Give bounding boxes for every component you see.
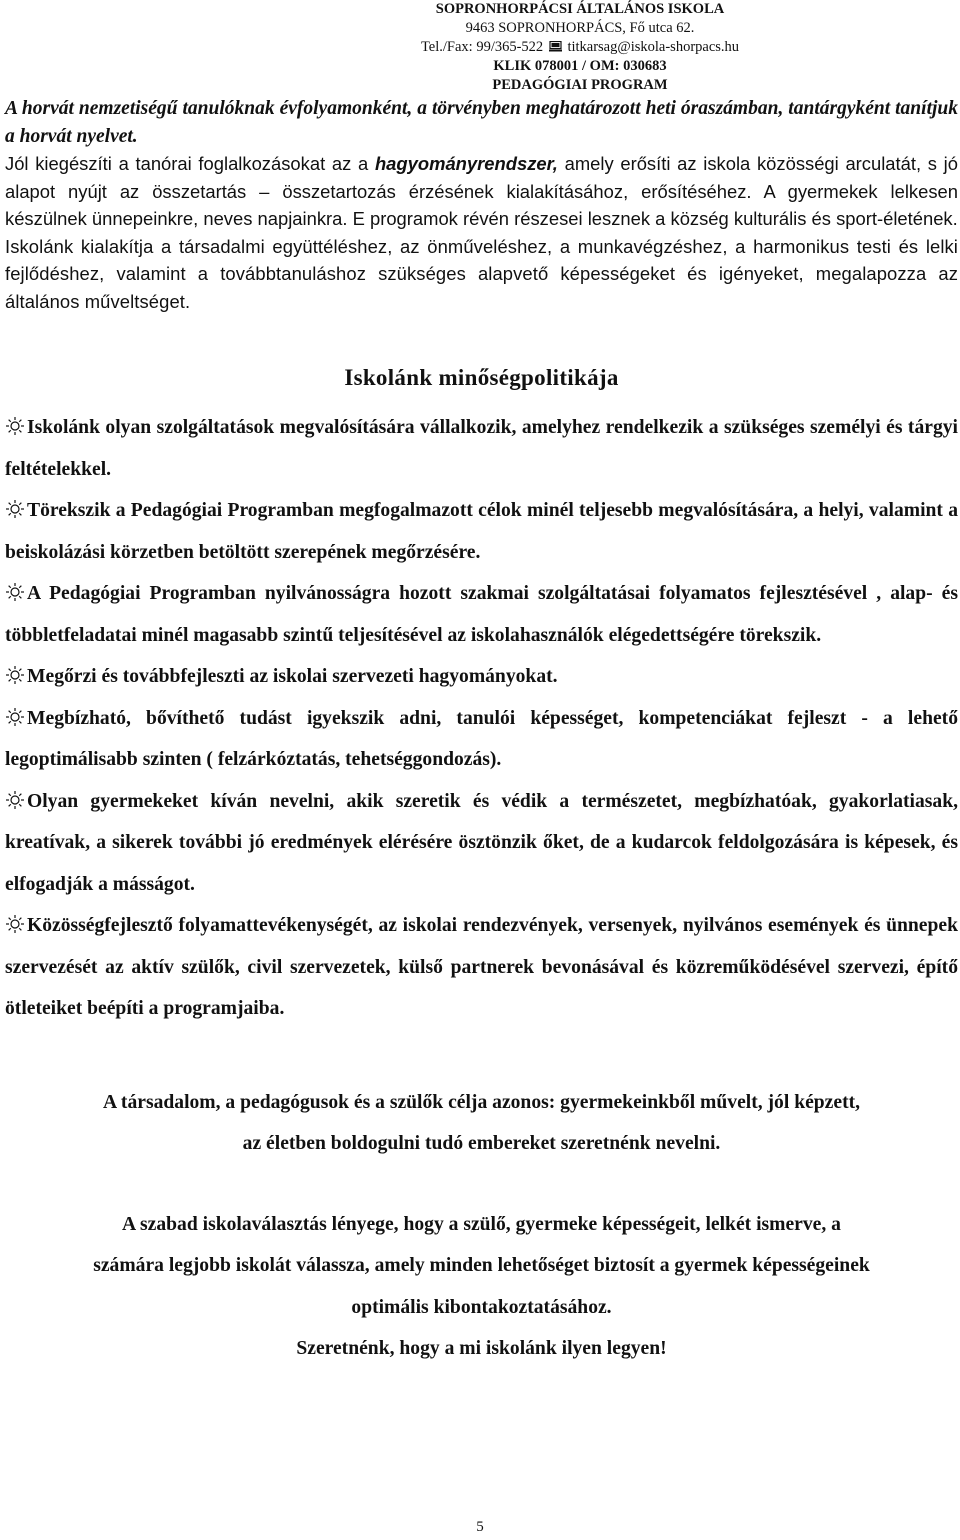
quality-item-text: Törekszik a Pedagógiai Programban megfogalmazott célok minél teljesebb megvalósítására, a helyi, valamint a beiskolázási körzetben betöltött szerepének megőrzésére. [5, 500, 958, 563]
school-ids: KLIK 078001 / OM: 030683 [493, 58, 667, 74]
croatian-language-paragraph: A horvát nemzetiségű tanulóknak évfolyamonként, a törvényben meghatározott heti óraszámban, tantárgyként tanítjuk a horvát nyelvet. [5, 98, 958, 147]
sun-icon [5, 493, 25, 513]
sun-icon [5, 576, 25, 596]
page-number: 5 [476, 1519, 484, 1535]
page-body [5, 95, 958, 1370]
computer-icon [549, 39, 562, 49]
quality-item [5, 698, 958, 781]
quality-item [5, 781, 958, 906]
choice-line: A szabad iskolaválasztás lényege, hogy a szülő, gyermeke képességeit, lelkét ismerve, a [122, 1213, 841, 1235]
school-contact [260, 38, 900, 57]
quality-item [5, 407, 958, 490]
phone-fax: Tel./Fax: 99/365-522 [420, 39, 544, 55]
tradition-text-start: Jól kiegészíti a tanórai foglalkozásokat az a [5, 153, 375, 174]
sun-icon [5, 701, 25, 721]
quality-item [5, 656, 958, 698]
tradition-text-end: amely erősíti az iskola közösségi arculatát, s jó alapot nyújt az összetartás – összetartozás érzésének kialakításához, erősítéséhez. A gyermekek lelkesen készülnek ünnepeinkre, neves napjainkra. E programok révén részesei lesznek a község kulturális és sport-életének. [5, 153, 958, 229]
quality-item [5, 490, 958, 573]
quality-item-text: Megbízható, bővíthető tudást igyekszik adni, tanulói képességet, kompetenciákat fejleszt - a lehető legoptimálisabb szinten ( felzárkóztatás, tehetséggondozás). [5, 707, 958, 770]
quality-item [5, 573, 958, 656]
sun-icon [5, 659, 25, 679]
sun-icon [5, 410, 25, 430]
school-choice-statement [5, 1204, 958, 1370]
sun-icon [5, 784, 25, 804]
closing-line: az életben boldogulni tudó embereket szeretnénk nevelni. [242, 1132, 721, 1154]
quality-item-text: Közösségfejlesztő folyamattevékenységét, az iskolai rendezvények, versenyek, nyilvános események és ünnepek szervezését az aktív szülők, civil szervezetek, külső partnerek bevonásával és közreműködésével szervezi, építő ötleteiket beépíti a programjaiba. [5, 915, 958, 1019]
quality-item-text: A Pedagógiai Programban nyilvánosságra hozott szakmai szolgáltatásai folyamatos fejlesztésével , alap- és többletfeladatai minél magasabb szintű teljesítésével az iskolahasználók elégedettségére törekszik. [5, 583, 958, 646]
document-header [260, 0, 900, 95]
email-address: titkarsag@iskola-shorpacs.hu [567, 39, 740, 55]
closing-statement [5, 1082, 958, 1164]
closing-wish: Szeretnénk, hogy a mi iskolánk ilyen legyen! [296, 1338, 667, 1359]
choice-line: optimális kibontakoztatásához. [351, 1296, 612, 1318]
education-paragraph: Iskolánk kialakítja a társadalmi együttéléshez, az önműveléshez, a munkavégzéshez, a harmonikus testi és lelki fejlődéshez, valamint a továbbtanuláshoz szükséges alapvető képességeket és igényeket, megalapozza az általános műveltséget. [5, 235, 958, 312]
quality-item-text: Megőrzi és továbbfejleszti az iskolai szervezeti hagyományokat. [27, 666, 558, 687]
tradition-emphasis: hagyományrendszer, [374, 153, 558, 174]
quality-item-text: Olyan gyermekeket kíván nevelni, akik szeretik és védik a természetet, megbízhatóak, gyakorlatiasak, kreatívak, a sikerek további jó eredmények elérésére ösztönzik őket, de a kudarcok feldolgozására is képesek, és elfogadják a másságot. [5, 790, 958, 895]
school-name: SOPRONHORPÁCSI ÁLTALÁNOS ISKOLA [435, 1, 725, 17]
quality-list [5, 407, 958, 1030]
choice-line: számára legjobb iskolát válassza, amely minden lehetőséget biztosít a gyermek képességeinek [93, 1255, 870, 1276]
sun-icon [5, 908, 25, 928]
closing-line: A társadalom, a pedagógusok és a szülők célja azonos: gyermekeinkből művelt, jól képzett, [102, 1091, 861, 1113]
quality-item [5, 905, 958, 1030]
quality-item-text: Iskolánk olyan szolgáltatások megvalósítására vállalkozik, amelyhez rendelkezik a szükséges személyi és tárgyi feltételekkel. [5, 417, 958, 480]
program-title: PEDAGÓGIAI PROGRAM [492, 77, 668, 93]
section-title: Iskolánk minőségpolitikája [344, 365, 619, 390]
school-address: 9463 SOPRONHORPÁCS, Fő utca 62. [465, 20, 695, 36]
tradition-paragraph [5, 150, 958, 233]
